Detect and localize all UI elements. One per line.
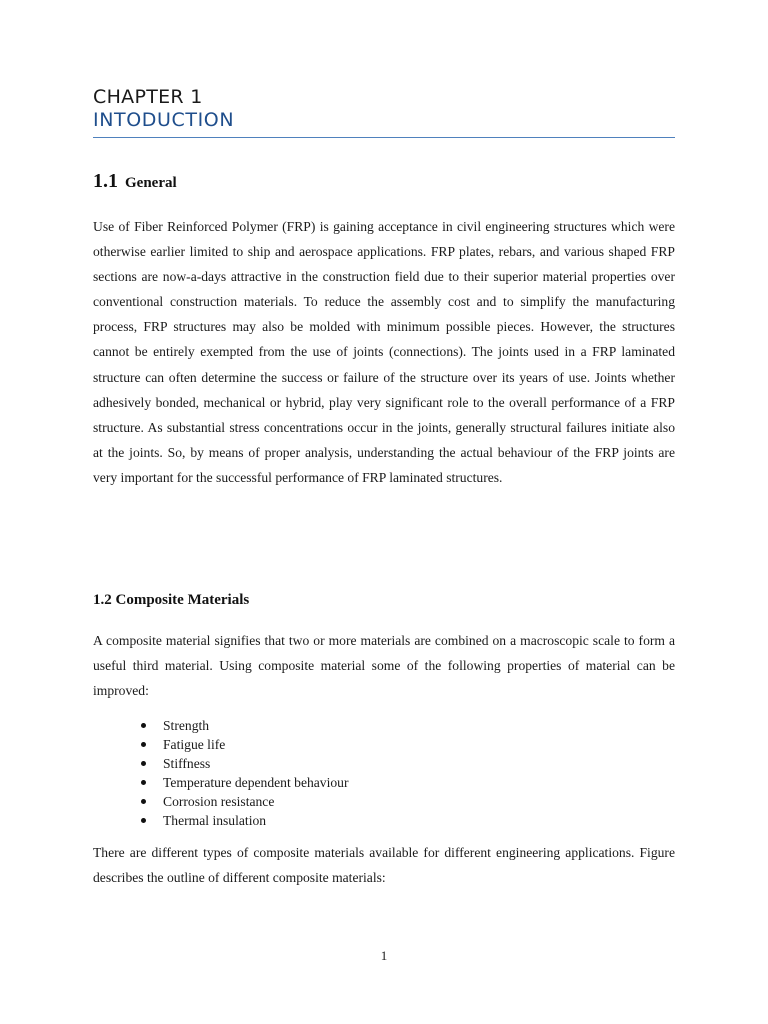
section-title: General <box>125 175 177 191</box>
list-item: Thermal insulation <box>137 811 349 830</box>
list-item: Strength <box>137 716 349 735</box>
section-number: 1.1 <box>93 170 118 192</box>
properties-list <box>137 716 349 830</box>
chapter-header <box>93 86 675 132</box>
section-heading-composite-materials: 1.2 Composite Materials <box>93 592 250 608</box>
page-number: 1 <box>380 948 388 963</box>
composite-outro-paragraph: There are different types of composite materials available for different engineering applications. Figure describes the outline of different composite materials: <box>93 845 675 886</box>
section-heading-general <box>93 170 177 193</box>
list-item: Corrosion resistance <box>137 792 349 811</box>
chapter-label: CHAPTER 1 <box>93 86 203 108</box>
general-paragraph: Use of Fiber Reinforced Polymer (FRP) is gaining acceptance in civil engineering structures which were otherwise earlier limited to ship and aerospace applications. FRP plates, rebars, and various shaped FRP sections are now-a-days attractive in the construction field due to their superior material properties over conventional construction materials. To reduce the assembly cost and to simplify the manufacturing process, FRP structures may also be molded with minimum possible pieces. However, the structures cannot be entirely exempted from the use of joints (connections). The joints used in a FRP laminated structure can often determine the success or failure of the structure over its years of use. Joints whether adhesively bonded, mechanical or hybrid, play very significant role to the overall performance of a FRP structure. As substantial stress concentrations occur in the joints, generally structural failures initiate also at the joints. So, by means of proper analysis, understanding the actual behaviour of the FRP joints are very important for the successful performance of FRP laminated structures. <box>93 219 675 485</box>
chapter-divider <box>93 137 675 138</box>
list-item: Temperature dependent behaviour <box>137 773 349 792</box>
document-page <box>93 0 675 1024</box>
composite-intro-paragraph: A composite material signifies that two or more materials are combined on a macroscopic scale to form a useful third material. Using composite material some of the following properties of material can be improved: <box>93 633 675 699</box>
list-item: Fatigue life <box>137 735 349 754</box>
chapter-title: INTODUCTION <box>93 109 235 131</box>
list-item: Stiffness <box>137 754 349 773</box>
